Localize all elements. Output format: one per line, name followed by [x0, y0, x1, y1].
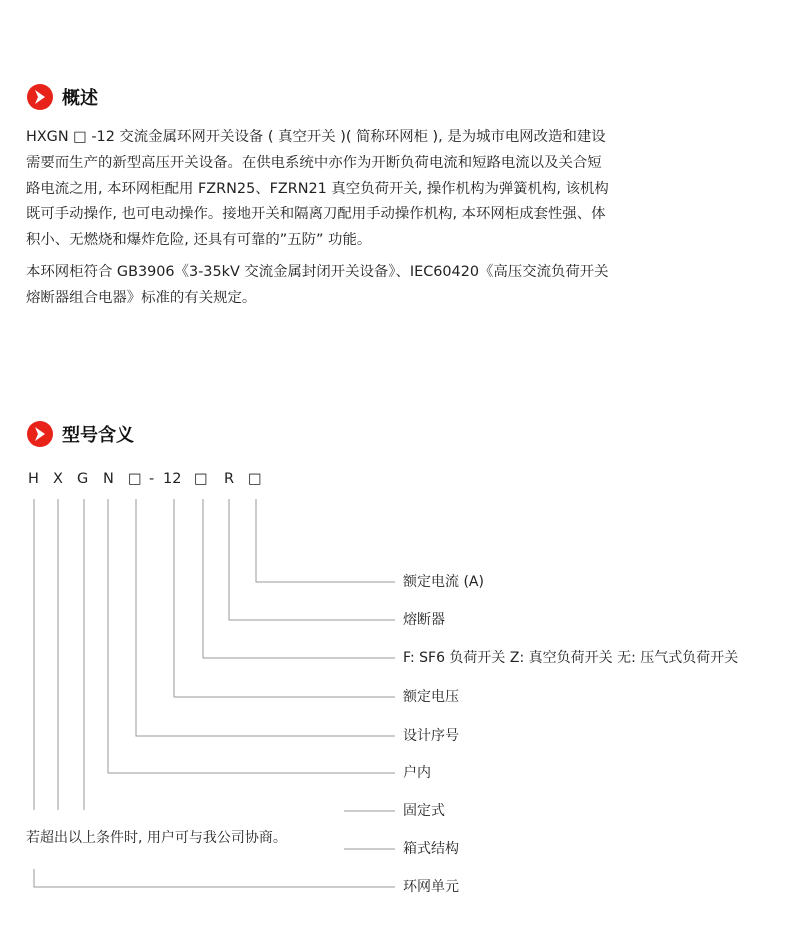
- label-switch-type: F: SF6 负荷开关 Z: 真空负荷开关 无: 压气式负荷开关: [403, 650, 739, 666]
- consult-note: 若超出以上条件时, 用户可与我公司协商。: [26, 830, 287, 846]
- code-box-2: □: [194, 471, 208, 487]
- label-rated-voltage: 额定电压: [403, 689, 459, 705]
- label-fixed: 固定式: [403, 803, 445, 819]
- label-fuse: 熔断器: [403, 612, 445, 628]
- code-g: G: [77, 471, 89, 487]
- code-h: H: [28, 471, 39, 487]
- code-dash: -: [149, 471, 155, 487]
- label-rated-current: 额定电流 (A): [403, 574, 484, 590]
- code-12: 12: [163, 471, 182, 487]
- label-ring-unit: 环网单元: [403, 879, 459, 895]
- leader-switch-type: [203, 499, 395, 658]
- label-box: 箱式结构: [403, 841, 459, 857]
- code-box-3: □: [248, 471, 262, 487]
- overview-title: 概述: [62, 88, 98, 109]
- overview-paragraph-2: 本环网柜符合 GB3906《3-35kV 交流金属封闭开关设备》、IEC60420《高压交流负荷开关熔断器组合电器》标准的有关规定。: [26, 263, 609, 306]
- model-title: 型号含义: [62, 425, 134, 446]
- code-r: R: [224, 471, 235, 487]
- label-indoor: 户内: [403, 765, 431, 781]
- code-n: N: [103, 471, 114, 487]
- leader-rated-voltage: [174, 499, 395, 697]
- code-x: X: [53, 471, 63, 487]
- leader-rated-current: [256, 499, 395, 582]
- leader-indoor: [108, 499, 395, 773]
- leader-fuse: [229, 499, 395, 620]
- overview-paragraph-1: HXGN □ -12 交流金属环网开关设备 ( 真空开关 )( 简称环网柜 ), 是为城市电网改造和建设需要而生产的新型高压开关设备。在供电系统中亦作为开断负荷电流和短路电流以及关合短路电流之用, 本环网柜配用 FZRN25、FZRN21 真空负荷开关, 操作机构为弹簧机构, 该机构既可手动操作, 也可电动操作。接地开关和隔离刀配用手动操作机构, 本环网柜成套性强、体积小、无燃烧和爆炸危险, 还具有可靠的”五防” 功能。: [26, 129, 609, 249]
- label-design-no: 设计序号: [403, 728, 459, 744]
- leader-ring-unit: [34, 869, 395, 887]
- leader-design-no: [136, 499, 395, 736]
- code-box-1: □: [128, 471, 142, 487]
